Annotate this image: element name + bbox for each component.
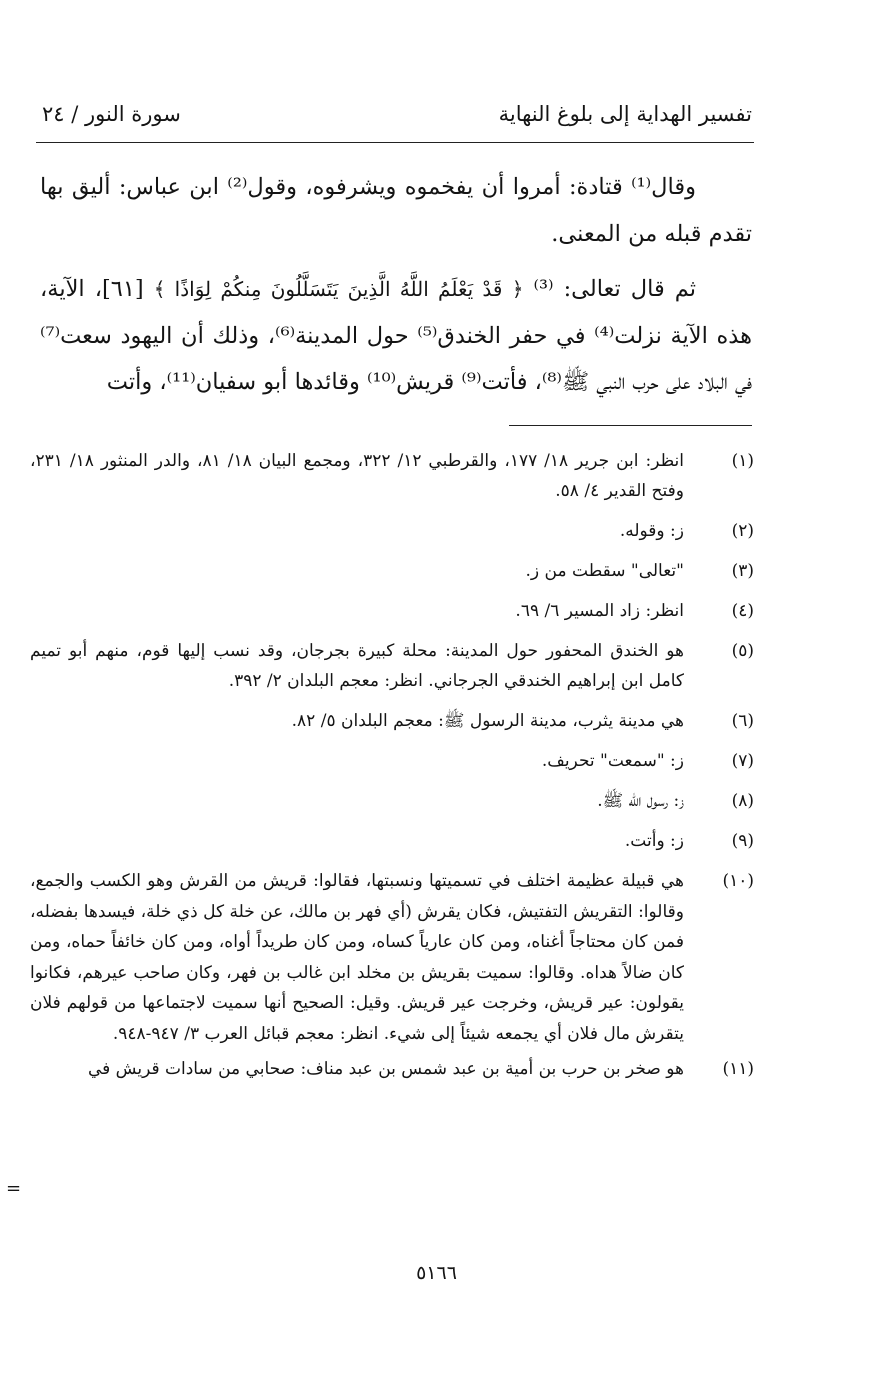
footnote-text: ز: وأتت. [624,831,684,851]
footnote-10 [30,866,754,1050]
footnote-text: انظر: ابن جرير ١٨/ ١٧٧، والقرطبي ١٢/ ٣٢٢، ومجمع البيان ١٨/ ٨١، والدر المنثور ١٨/ ٢٣١، وفتح القدير ٤/ ٥٨. [30,451,684,501]
footnote-text: ز: وقوله. [619,521,684,541]
footnote-number: (١١) [722,1058,754,1079]
paragraph-2-intro: ثم قال تعالى: ⁽³⁾ [533,276,696,302]
quran-verse: ﴿ قَدْ يَعْلَمُ اللَّهُ الَّذِينَ يَتَسَلَّلُونَ مِنكُمْ لِوَاذًا ﴾ [153,277,524,301]
footnote-text: هو صخر بن حرب بن أمية بن عبد شمس بن عبد مناف: صحابي من سادات قريش في [87,1058,684,1079]
paragraph-2-text: [٦١]، الآية، هذه الآية نزلت⁽⁴⁾ في حفر الخندق⁽⁵⁾ حول المدينة⁽⁶⁾، وذلك أن اليهود سعت⁽⁷⁾ في البلاد على حرب النبي ﷺ⁽⁸⁾، فأتت⁽⁹⁾ قريش⁽¹⁰⁾ وقائدها أبو سفيان⁽¹¹⁾، وأتت [40,276,752,395]
footnote-text: هي مدينة يثرب، مدينة الرسول ﷺ: معجم البلدان ٥/ ٨٢. [291,711,684,731]
footnote-number: (٥) [731,641,754,661]
footnote-number: (٤) [731,601,754,621]
paragraph-1-text: وقال⁽¹⁾ قتادة: أمروا أن يفخموه ويشرفوه، وقول⁽²⁾ ابن عباس: أليق بها تقدم قبله من المعنى. [40,174,752,247]
footnote-text: هي قبيلة عظيمة اختلف في تسميتها ونسبتها، فقالوا: قريش من القرش وهو الكسب والجمع، وقالوا: التقريش التفتيش، فكان يقرش (أي فهر بن مالك، عن خلة كل ذي خلة، فيسدها بفضله، فمن كان محتاجاً أغناه، ومن كان عارياً كساه، ومن كان طريداً أواه، ومن كان خائفاً حماه، ومن كان ضالاً هداه. وقالوا: سميت بقريش بن مخلد ابن غالب بن فهر، وكان صاحب عيرهم، فكانوا يقولون: عير قريش، وخرجت عير قريش. وقيل: الصحيح أنها سميت لاجتماعها من قولهم فلان يتقرش مال فلان أي يجمعه شيئاً إلى شيء. انظر: معجم قبائل العرب ٣/ ٩٤٧-٩٤٨. [30,871,684,1044]
page-number: ٥١٦٦ [416,1262,457,1284]
footnote-text: انظر: زاد المسير ٦/ ٦٩. [515,601,684,621]
paragraph-2 [40,266,752,406]
footnote-separator [509,425,752,426]
footnote-number: (٧) [731,751,754,771]
footnote-text: هو الخندق المحفور حول المدينة: محلة كبيرة بجرجان، وقد نسب إليها قوم، منهم أبو تميم كامل ابن إبراهيم الخندقي الجرجاني. انظر: معجم البلدان ٢/ ٣٩٢. [30,641,684,691]
footnote-1 [30,446,754,506]
footnote-number: (١) [731,451,754,471]
footnote-text: ز: "سمعت" تحريف. [541,751,684,771]
footnote-number: (١٠) [722,871,754,891]
footnote-11 [30,1054,754,1084]
continuation-mark: = [6,1178,22,1199]
footnote-number: (٩) [731,831,754,851]
footnote-text: "تعالى" سقطت من ز. [525,561,684,581]
footnote-number: (٢) [731,521,754,541]
footnote-3 [30,556,754,586]
footnote-8 [30,786,754,816]
footnote-9 [30,826,754,856]
main-text [40,164,752,406]
footnotes [30,446,754,1094]
paragraph-1 [40,164,752,257]
running-header [36,96,754,143]
book-title: تفسير الهداية إلى بلوغ النهاية [498,102,752,126]
footnote-6 [30,706,754,736]
surah-reference: سورة النور / ٢٤ [42,102,181,126]
footnote-text: ز: رسول الله ﷺ. [597,791,684,811]
footnote-5 [30,636,754,696]
footnote-number: (٦) [731,711,754,731]
footnote-number: (٨) [731,791,754,811]
footnote-2 [30,516,754,546]
footnote-7 [30,746,754,776]
footnote-number: (٣) [731,561,754,581]
footnote-4 [30,596,754,626]
